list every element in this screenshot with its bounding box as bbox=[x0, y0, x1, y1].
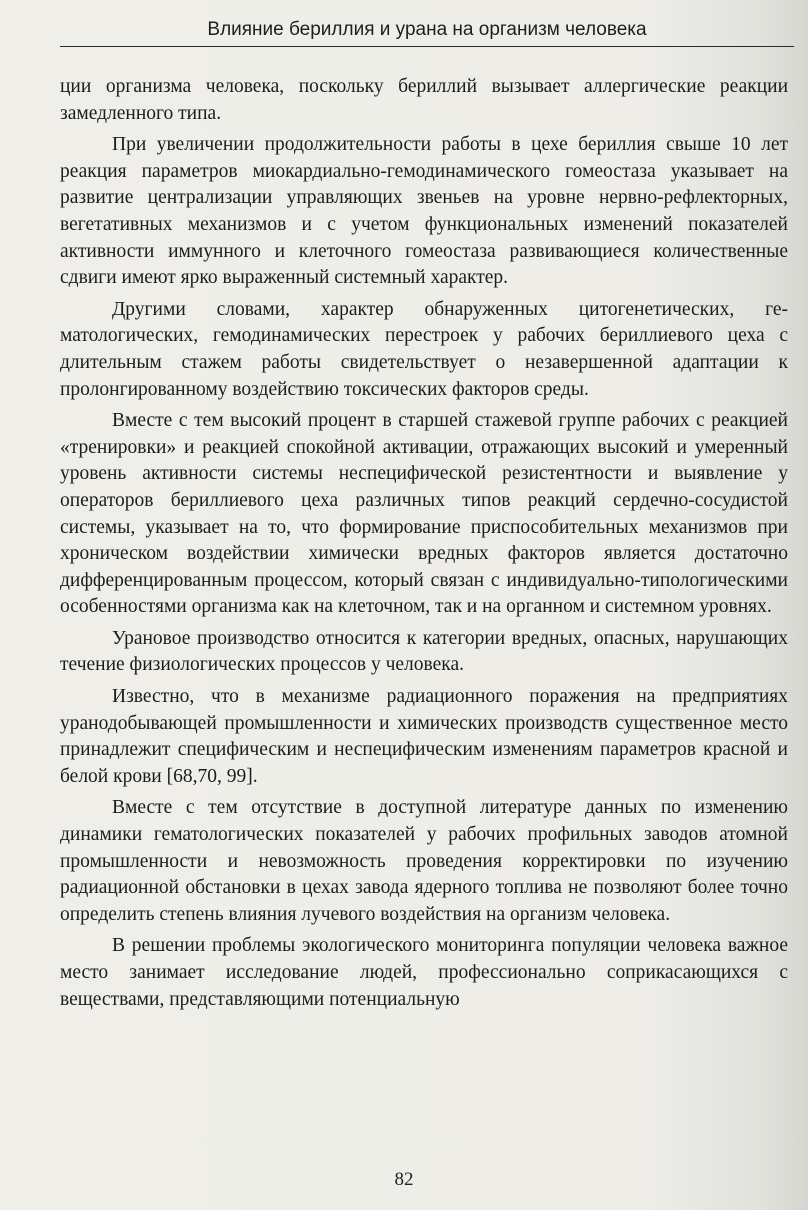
paragraph: Вместе с тем отсутствие в доступной литературе данных по изменению динамики гематологических показателей у рабочих профильных заводов атомной промышленности и невозможность проведения корректировки по изучению радиационной обстановки в цехах завода ядерного топлива не позволяют более точно определить степень влияния лучевого воздействия на организм человека. bbox=[60, 797, 788, 925]
paragraph: Известно, что в механизме радиационного поражения на предприятиях уранодобывающей промышленности и химических производств существенное место принадлежит специфическим и неспецифическим изменениям параметров красной и белой крови [68,70, 99]. bbox=[60, 686, 788, 787]
running-header: Влияние бериллия и урана на организм человека bbox=[60, 14, 794, 47]
paragraph-continued: ции организма человека, поскольку бериллий вызывает аллергические реакции замедленного типа. bbox=[60, 76, 788, 124]
paragraph: Вместе с тем высокий процент в старшей стажевой группе рабочих с реакцией «тренировки» и реакцией спокойной активации, отражающих высокий и умеренный уровень активности системы неспецифической резистентности и выявление у операторов бериллиевого цеха различных типов реакций сердечно-сосудистой системы, указывает на то, что формирование приспособительных механизмов при хроническом воздействии химически вредных факторов является достаточно дифференцированным процессом, который связан с индивидуально-типологическими особенностями организма как на клеточном, так и на органном и системном уровнях. bbox=[60, 410, 788, 618]
paragraph: При увеличении продолжительности работы в цехе бериллия свыше 10 лет реакция параметров миокардиально-гемодинамического гомеостаза указывает на развитие централизации управляющих звеньев на уровне нервно-рефлекторных, вегетативных механизмов и с учетом функциональных изменений показателей активности иммунного и клеточного гомеостаза развивающиеся количественные сдвиги имеют ярко выраженный системный характер. bbox=[60, 134, 788, 289]
body-text bbox=[60, 74, 788, 1018]
paragraph: Урановое производство относится к категории вредных, опасных, нарушающих течение физиологических процессов у человека. bbox=[60, 627, 788, 676]
page-number: 82 bbox=[394, 1169, 414, 1190]
paragraph: Другими словами, характер обнаруженных цитогенетических, гематологических, гемодинамических перестроек у рабочих бериллиевого цеха с длительным стажем работы свидетельствует о незавершенной адаптации к пролонгированному воздействию токсических факторов среды. bbox=[60, 298, 788, 400]
paragraph: В решении проблемы экологического мониторинга популяции человека важное место занимает исследование людей, профессионально соприкасающихся с веществами, представляющими потенциальную bbox=[60, 935, 788, 1010]
